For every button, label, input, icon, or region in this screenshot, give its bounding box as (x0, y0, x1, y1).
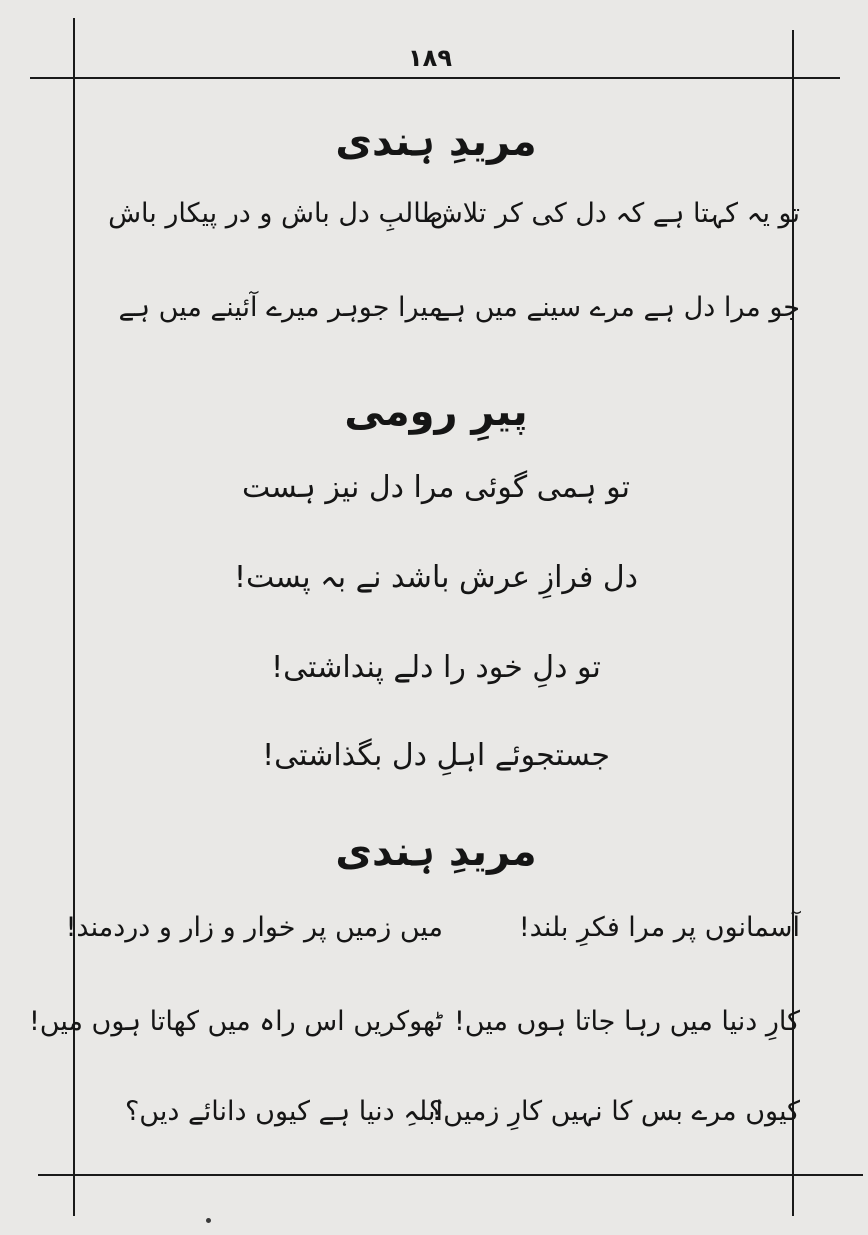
top-rule (30, 77, 840, 79)
couplet-second-hemistich: طالبِ دل باش و در پیکار باش (108, 198, 443, 229)
bottom-rule (38, 1174, 863, 1176)
couplet-first-hemistich: تو یہ کہتا ہے کہ دل کی کر تلاش (429, 198, 800, 229)
verse-line: دل فرازِ عرش باشد نے بہ پست! (234, 560, 638, 595)
couplet-second-hemistich: میں زمیں پر خوار و زار و دردمند! (65, 912, 443, 943)
couplet-first-hemistich: کیوں مرے بس کا نہیں کارِ زمیں؟ (428, 1096, 800, 1127)
couplet-second-hemistich: میرا جوہر میرے آئینے میں ہے (118, 292, 443, 323)
verse-line: تو دلِ خود را دلے پنداشتی! (271, 650, 601, 685)
couplet-first-hemistich: کارِ دنیا میں رہا جاتا ہوں میں! (453, 1006, 800, 1037)
section-heading: مریدِ ہندی (335, 119, 537, 165)
verse-line: تو ہمی گوئی مرا دل نیز ہست (242, 470, 630, 505)
couplet-first-hemistich: آسمانوں پر مرا فکرِ بلند! (518, 912, 800, 943)
couplet-first-hemistich: جو مرا دل ہے مرے سینے میں ہے (434, 292, 800, 323)
couplet-second-hemistich: ٹھوکریں اس راہ میں کھاتا ہوں میں! (28, 1006, 443, 1037)
couplet-second-hemistich: ابلہِ دنیا ہے کیوں دانائے دیں؟ (124, 1096, 443, 1127)
section-heading: مریدِ ہندی (335, 829, 537, 875)
section-heading: پیرِ رومی (344, 389, 528, 435)
verse-line: جستجوئے اہلِ دل بگذاشتی! (262, 738, 610, 773)
scan-speck (206, 1218, 211, 1223)
page-number: ۱۸۹ (408, 44, 452, 72)
